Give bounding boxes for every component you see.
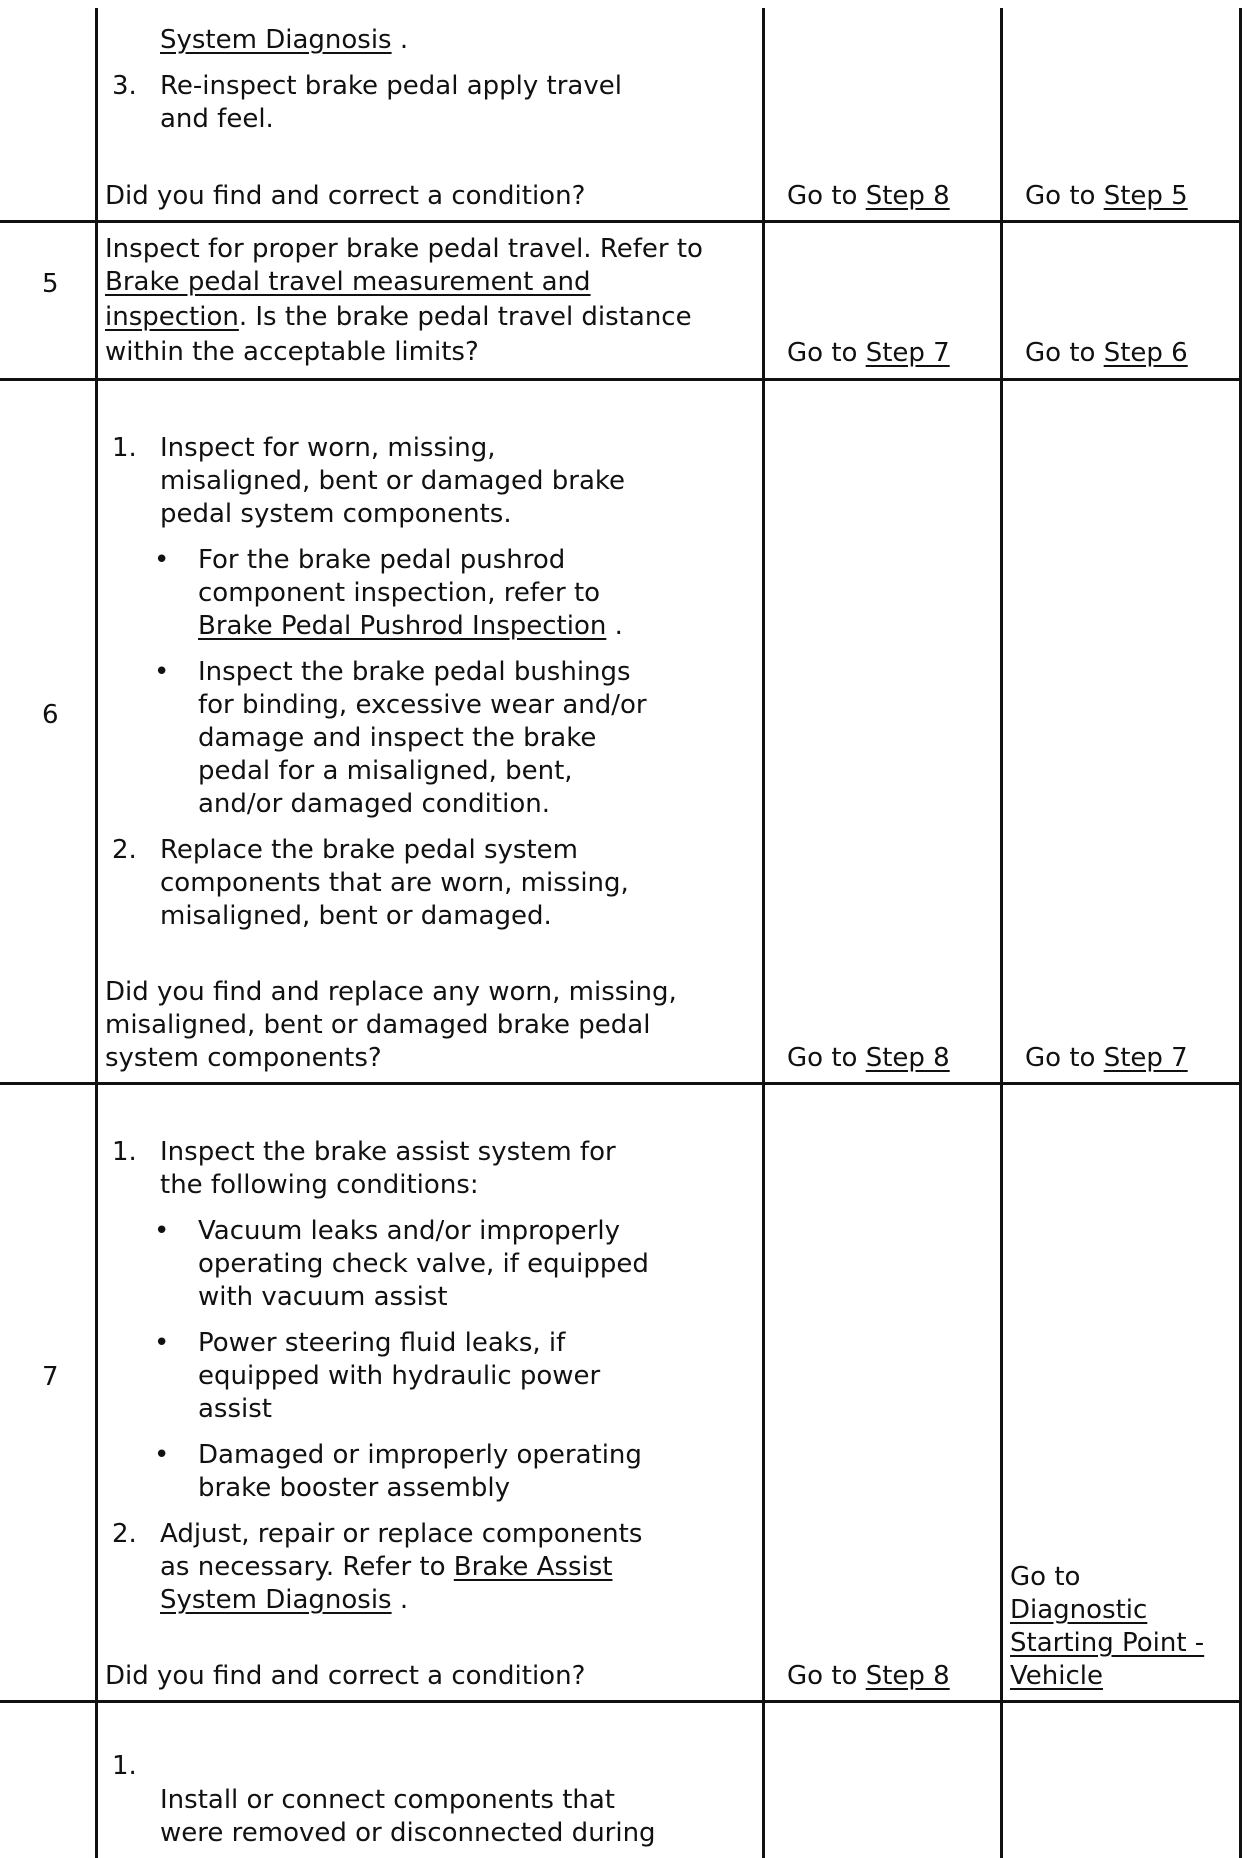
bullet-icon: •	[154, 1216, 170, 1246]
question-text: Did you find and correct a condition?	[105, 1661, 586, 1691]
text-line: within the acceptable limits?	[105, 337, 479, 367]
yes-action: Go to Step 7	[787, 338, 950, 368]
link-brake-pedal-pushrod-inspection[interactable]: Brake Pedal Pushrod Inspection	[198, 611, 607, 641]
grid-line-mid	[762, 8, 765, 1858]
list-item-text: pedal system components.	[160, 499, 512, 529]
no-action: Go to Step 6	[1025, 338, 1188, 368]
link-step-8[interactable]: Step 8	[865, 1661, 950, 1691]
list-item-text: Replace the brake pedal system	[160, 835, 578, 865]
bullet-icon: •	[154, 545, 170, 575]
no-action-label: Go to	[1010, 1562, 1081, 1592]
bullet-text: Damaged or improperly operating	[198, 1440, 642, 1470]
link-system-diagnosis[interactable]: System Diagnosis	[160, 1585, 392, 1615]
step-number: 5	[42, 269, 59, 299]
row-separator	[0, 378, 1242, 381]
list-item-text: System Diagnosis .	[160, 1585, 409, 1615]
yes-action: Go to Step 8	[787, 1043, 950, 1073]
step-number: 7	[42, 1362, 59, 1392]
list-item-text: Inspect for worn, missing,	[160, 433, 496, 463]
no-action-link	[1010, 1627, 1204, 1660]
link-diagnostic-starting-point[interactable]: Starting Point -	[1010, 1628, 1205, 1658]
text-line: System Diagnosis .	[160, 25, 409, 55]
bullet-text: assist	[198, 1394, 272, 1424]
row-separator	[0, 220, 1242, 223]
list-item-text: as necessary. Refer to Brake Assist	[160, 1552, 613, 1582]
bullet-text: Inspect the brake pedal bushings	[198, 657, 631, 687]
bullet-text: brake booster assembly	[198, 1473, 510, 1503]
grid-line-edge	[1239, 8, 1242, 1858]
no-action-link	[1010, 1660, 1103, 1693]
link-system-diagnosis[interactable]: System Diagnosis	[160, 25, 392, 55]
link-brake-pedal-travel[interactable]: Brake pedal travel measurement and	[105, 267, 591, 297]
no-action: Go to Step 5	[1025, 181, 1188, 211]
no-action-link	[1010, 1594, 1147, 1627]
grid-line-left	[95, 8, 98, 1858]
bullet-text: pedal for a misaligned, bent,	[198, 756, 573, 786]
list-item-text: components that are worn, missing,	[160, 868, 629, 898]
list-item-text: were removed or disconnected during	[160, 1818, 656, 1848]
bullet-text: equipped with hydraulic power	[198, 1361, 601, 1391]
link-step-5[interactable]: Step 5	[1103, 181, 1188, 211]
text-line: inspection. Is the brake pedal travel distance	[105, 302, 692, 332]
list-number: 1.	[112, 1751, 137, 1781]
bullet-text: damage and inspect the brake	[198, 723, 597, 753]
list-number: 2.	[112, 1519, 137, 1549]
link-diagnostic-starting-point[interactable]: Vehicle	[1010, 1661, 1103, 1691]
bullet-text: Power steering fluid leaks, if	[198, 1328, 566, 1358]
list-item-text: Inspect the brake assist system for	[160, 1137, 616, 1167]
bullet-text: and/or damaged condition.	[198, 789, 550, 819]
list-item-text: the following conditions:	[160, 1170, 479, 1200]
list-item-text: Install or connect components that	[160, 1785, 615, 1815]
row-separator	[0, 1082, 1242, 1085]
question-text: Did you find and correct a condition?	[105, 181, 586, 211]
list-item-text: misaligned, bent or damaged brake	[160, 466, 626, 496]
list-item-text: and feel.	[160, 104, 274, 134]
link-diagnostic-starting-point[interactable]: Diagnostic	[1010, 1595, 1148, 1625]
list-item-text: Re-inspect brake pedal apply travel	[160, 71, 622, 101]
row-separator	[0, 1700, 1242, 1703]
question-text: system components?	[105, 1043, 382, 1073]
list-number: 3.	[112, 71, 137, 101]
grid-line-right	[1000, 8, 1003, 1858]
yes-action: Go to Step 8	[787, 1661, 950, 1691]
list-item-text: misaligned, bent or damaged.	[160, 901, 552, 931]
bullet-text: for binding, excessive wear and/or	[198, 690, 647, 720]
link-brake-assist[interactable]: Brake Assist	[453, 1552, 613, 1582]
list-number: 2.	[112, 835, 137, 865]
link-step-8[interactable]: Step 8	[865, 1043, 950, 1073]
list-number: 1.	[112, 433, 137, 463]
yes-action: Go to Step 8	[787, 181, 950, 211]
list-item-text: Adjust, repair or replace components	[160, 1519, 643, 1549]
link-step-8[interactable]: Step 8	[865, 181, 950, 211]
bullet-text: with vacuum assist	[198, 1282, 448, 1312]
link-inspection[interactable]: inspection	[105, 302, 239, 332]
text-line: Inspect for proper brake pedal travel. Refer to	[105, 234, 703, 264]
no-action: Go to Step 7	[1025, 1043, 1188, 1073]
bullet-icon: •	[154, 1328, 170, 1358]
link-step-7[interactable]: Step 7	[1103, 1043, 1188, 1073]
question-text: misaligned, bent or damaged brake pedal	[105, 1010, 651, 1040]
bullet-text: operating check valve, if equipped	[198, 1249, 649, 1279]
bullet-text: component inspection, refer to	[198, 578, 601, 608]
bullet-icon: •	[154, 657, 170, 687]
list-number: 1.	[112, 1137, 137, 1167]
bullet-text: For the brake pedal pushrod	[198, 545, 566, 575]
link-step-7[interactable]: Step 7	[865, 338, 950, 368]
bullet-text: Vacuum leaks and/or improperly	[198, 1216, 620, 1246]
step-number: 6	[42, 700, 59, 730]
text-line	[105, 266, 591, 299]
bullet-icon: •	[154, 1440, 170, 1470]
link-step-6[interactable]: Step 6	[1103, 338, 1188, 368]
bullet-text: Brake Pedal Pushrod Inspection .	[198, 611, 623, 641]
question-text: Did you find and replace any worn, missing,	[105, 977, 677, 1007]
